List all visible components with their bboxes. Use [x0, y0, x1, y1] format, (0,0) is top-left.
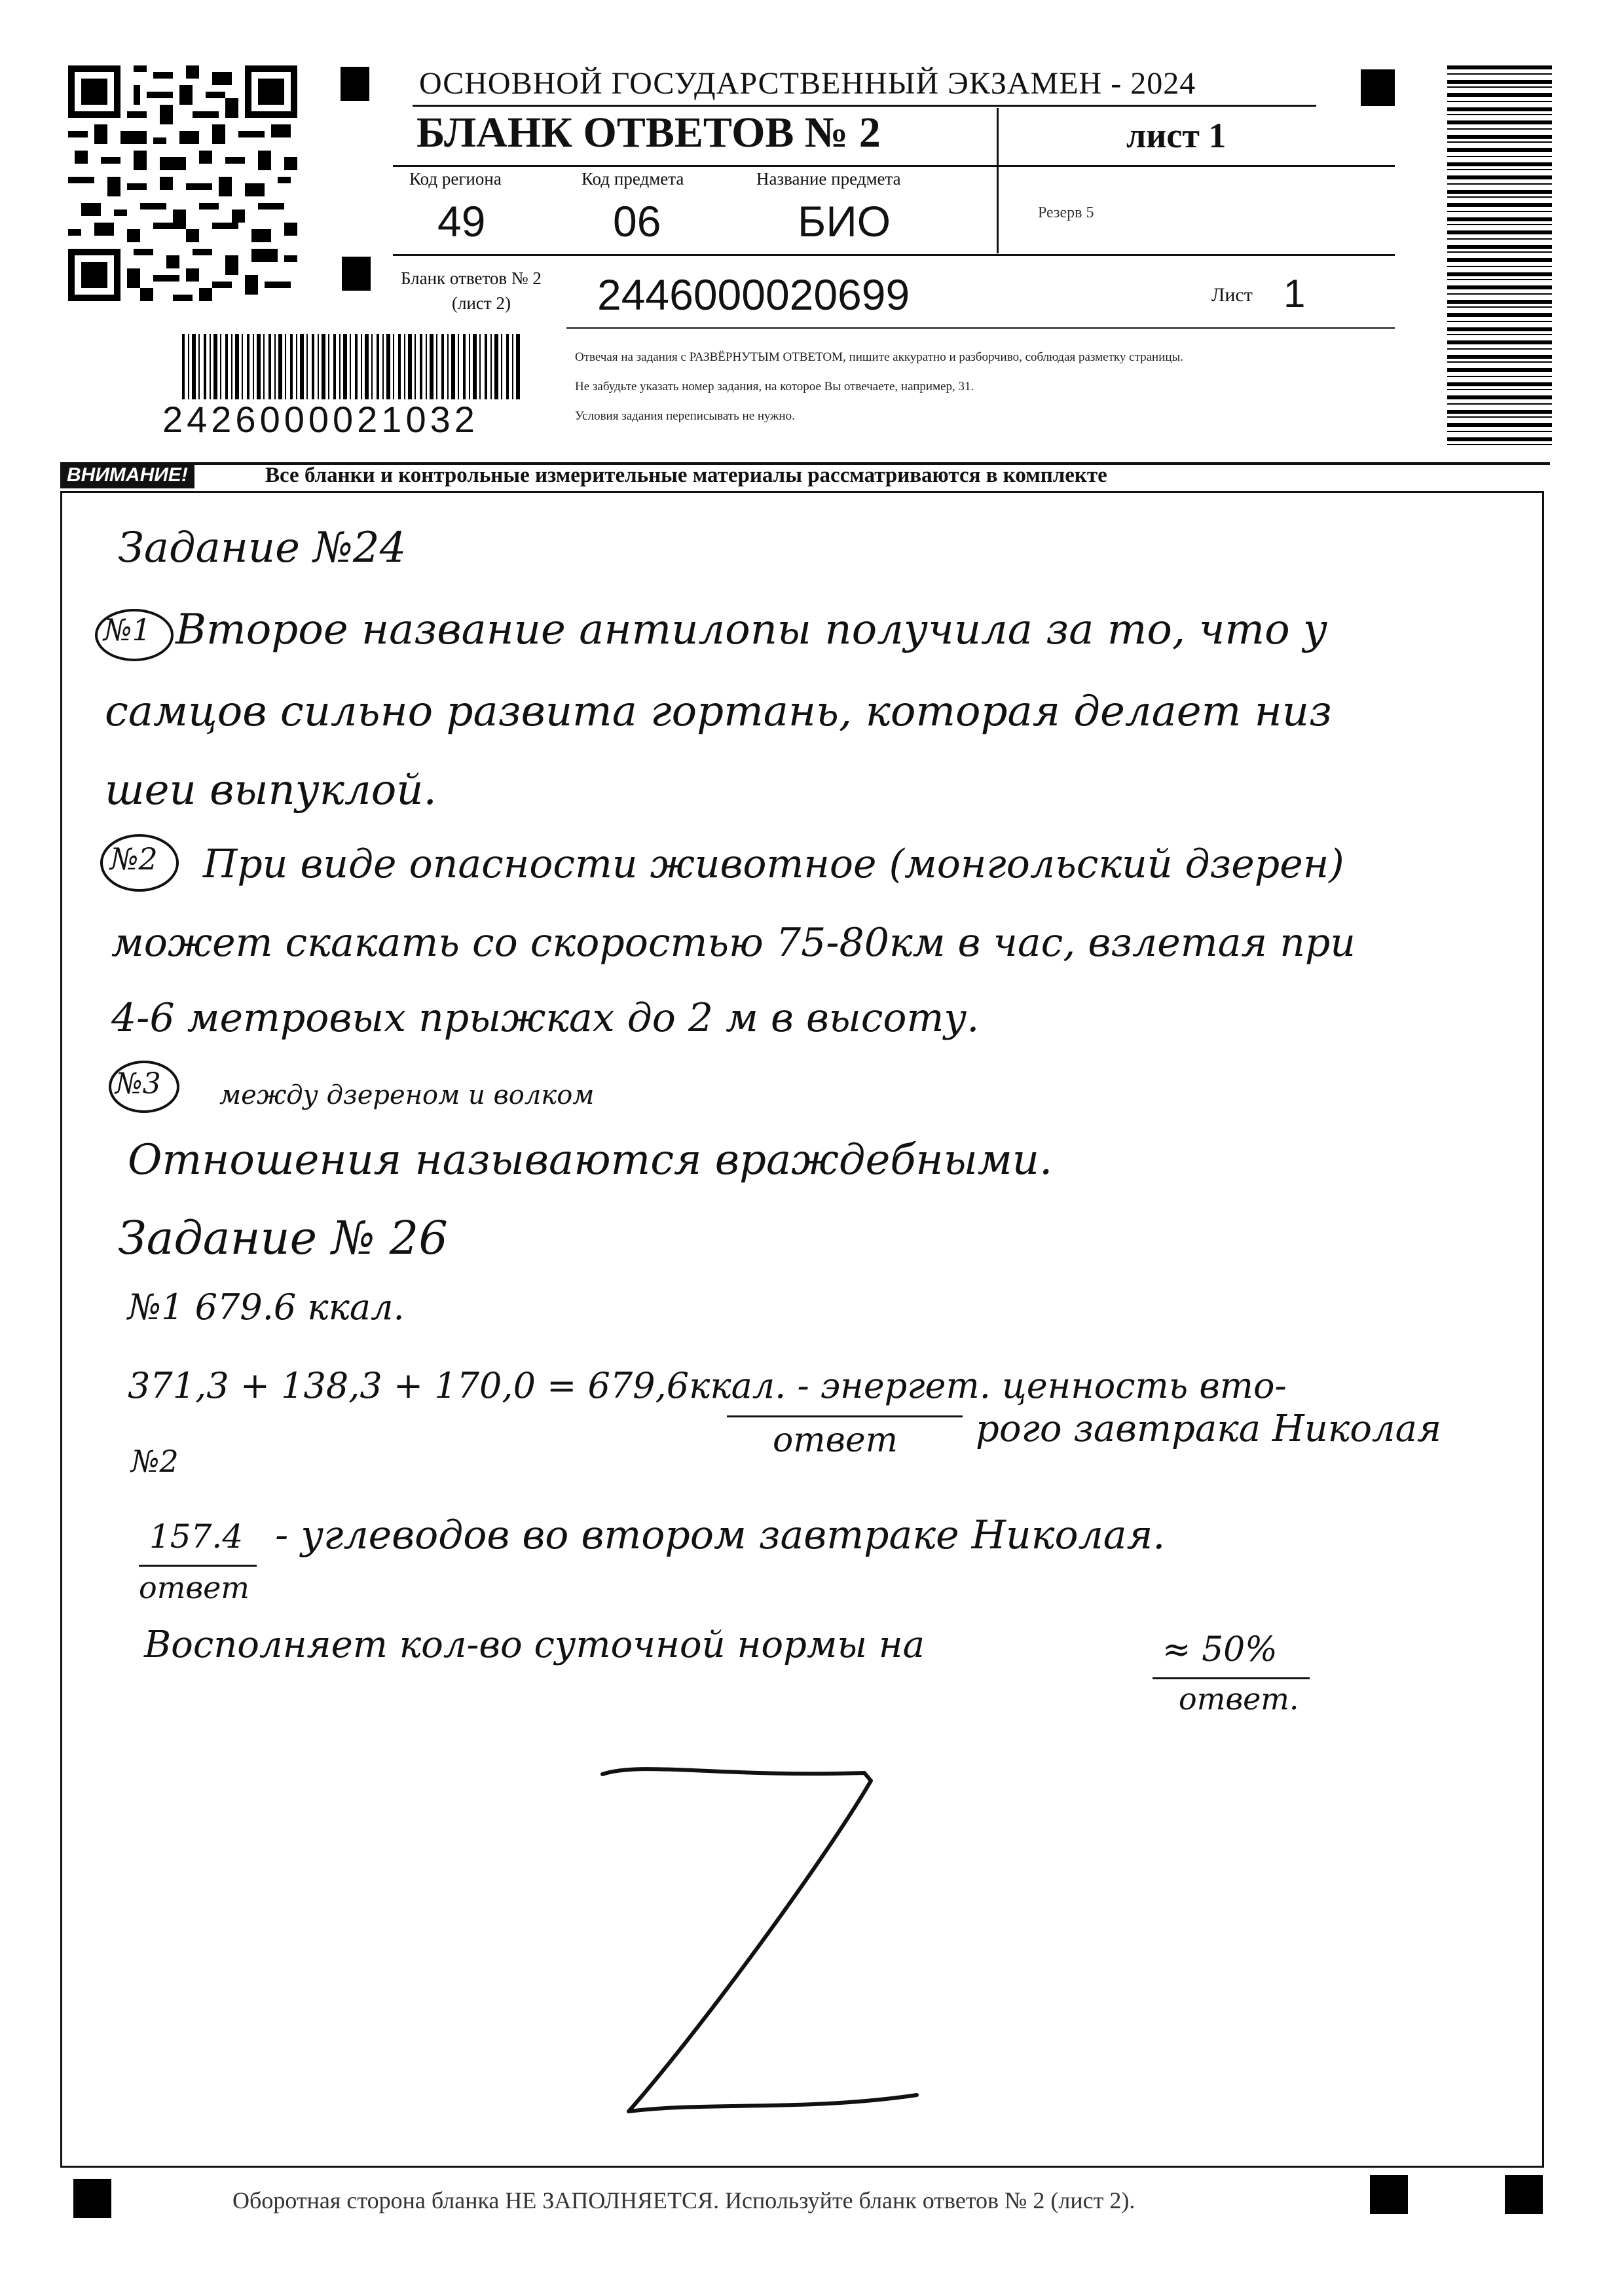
instruction-line-1: Отвечая на задания с РАЗВЁРНУТЫМ ОТВЕТОМ, пишите аккуратно и разборчиво, соблюдая разметку страницы.	[575, 350, 1184, 364]
answer-task-24-heading: Задание №24	[118, 524, 407, 572]
form-title-divider	[997, 108, 999, 167]
answer-1-number: №1	[103, 612, 151, 647]
answer-line-8: между дзереном и волком	[219, 1080, 595, 1110]
instruction-line-3: Условия задания переписывать не нужно.	[575, 409, 795, 423]
subject-code-label: Код предмета	[581, 169, 684, 189]
registration-mark-bottom-left	[73, 2179, 111, 2218]
reserve-label: Резерв 5	[1038, 204, 1094, 221]
answer-underline-15	[139, 1565, 257, 1567]
registration-mark-bottom-right-2	[1505, 2175, 1543, 2214]
qr-code-icon	[68, 65, 297, 301]
answer-line-15: - углеводов во втором завтраке Николая.	[275, 1512, 1166, 1558]
exam-title: ОСНОВНОЙ ГОСУДАРСТВЕННЫЙ ЭКЗАМЕН - 2024	[419, 66, 1196, 101]
answer-line-18: ответ.	[1179, 1681, 1299, 1717]
form-barcode	[182, 334, 523, 399]
answer-underline-12	[727, 1415, 963, 1417]
z-strike-mark	[589, 1755, 930, 2121]
subject-row-divider	[997, 165, 999, 253]
answer-line-3: самцов сильно развита гортань, которая делает низ	[105, 687, 1332, 736]
instruction-line-2: Не забудьте указать номер задания, на которое Вы отвечаете, например, 31.	[575, 380, 974, 393]
answer-line-5: При виде опасности животное (монгольский дзерен)	[203, 841, 1344, 887]
answer-line-13: рого завтрака Николая	[976, 1408, 1442, 1450]
answer-line-7: 4-6 метровых прыжках до 2 м в высоту.	[111, 995, 980, 1041]
exam-title-underline	[413, 105, 1316, 107]
form-ref-underline	[566, 327, 1395, 329]
answer-line-14: №2	[131, 1444, 179, 1479]
form-title: БЛАНК ОТВЕТОВ № 2	[416, 109, 881, 156]
answer-line-16a: ответ	[139, 1570, 249, 1605]
registration-mark-mid-left	[342, 257, 371, 291]
sheet-number-label: Лист	[1211, 284, 1253, 306]
region-code-value: 49	[437, 197, 486, 246]
notice-badge: ВНИМАНИЕ!	[60, 462, 194, 488]
answer-line-13a: ответ	[773, 1421, 898, 1460]
region-code-label: Код региона	[409, 169, 502, 189]
answer-task-26-heading: Задание № 26	[118, 1211, 448, 1265]
subject-name-value: БИО	[798, 197, 891, 246]
registration-mark-top-left	[341, 67, 369, 101]
form-ref-label-line2: (лист 2)	[452, 293, 511, 313]
form-ref-label-line1: Бланк ответов № 2	[401, 268, 542, 288]
answer-line-12: 371,3 + 138,3 + 170,0 = 679,6ккал. - энергет. ценность вто-	[128, 1365, 1287, 1406]
answer-3-number: №3	[115, 1067, 161, 1101]
answer-line-9: Отношения называются враждебными.	[128, 1136, 1053, 1184]
registration-mark-top-right	[1361, 69, 1395, 106]
sheet-number-value: 1	[1283, 272, 1306, 316]
barcode-number: 2426000021032	[162, 399, 479, 440]
form-ref-number: 2446000020699	[597, 270, 910, 319]
subject-code-value: 06	[613, 197, 661, 246]
subject-row-underline	[393, 254, 1395, 256]
registration-mark-bottom-right-1	[1370, 2175, 1408, 2214]
answer-line-15a: 157.4	[149, 1518, 244, 1556]
answer-line-2: Второе название антилопы получила за то, что у	[175, 606, 1328, 654]
footer-note: Оборотная сторона бланка НЕ ЗАПОЛНЯЕТСЯ. Используйте бланк ответов № 2 (лист 2).	[232, 2187, 1135, 2214]
answer-line-17: Восполняет кол-во суточной нормы на	[144, 1624, 925, 1666]
side-barcode	[1447, 65, 1552, 446]
notice-text: Все бланки и контрольные измерительные материалы рассматриваются в комплекте	[265, 464, 1107, 487]
subject-name-label: Название предмета	[756, 169, 901, 189]
form-title-underline	[393, 165, 1395, 167]
answer-line-4: шеи выпуклой.	[105, 766, 437, 814]
answer-2-number: №2	[110, 841, 158, 877]
answer-line-11: №1 679.6 ккал.	[128, 1286, 405, 1328]
answer-line-17b: ≈ 50%	[1162, 1630, 1278, 1669]
answer-underline-17	[1153, 1677, 1310, 1679]
sheet-label: лист 1	[1126, 116, 1227, 155]
answer-line-6: может скакать со скоростью 75-80км в час, взлетая при	[111, 920, 1356, 966]
